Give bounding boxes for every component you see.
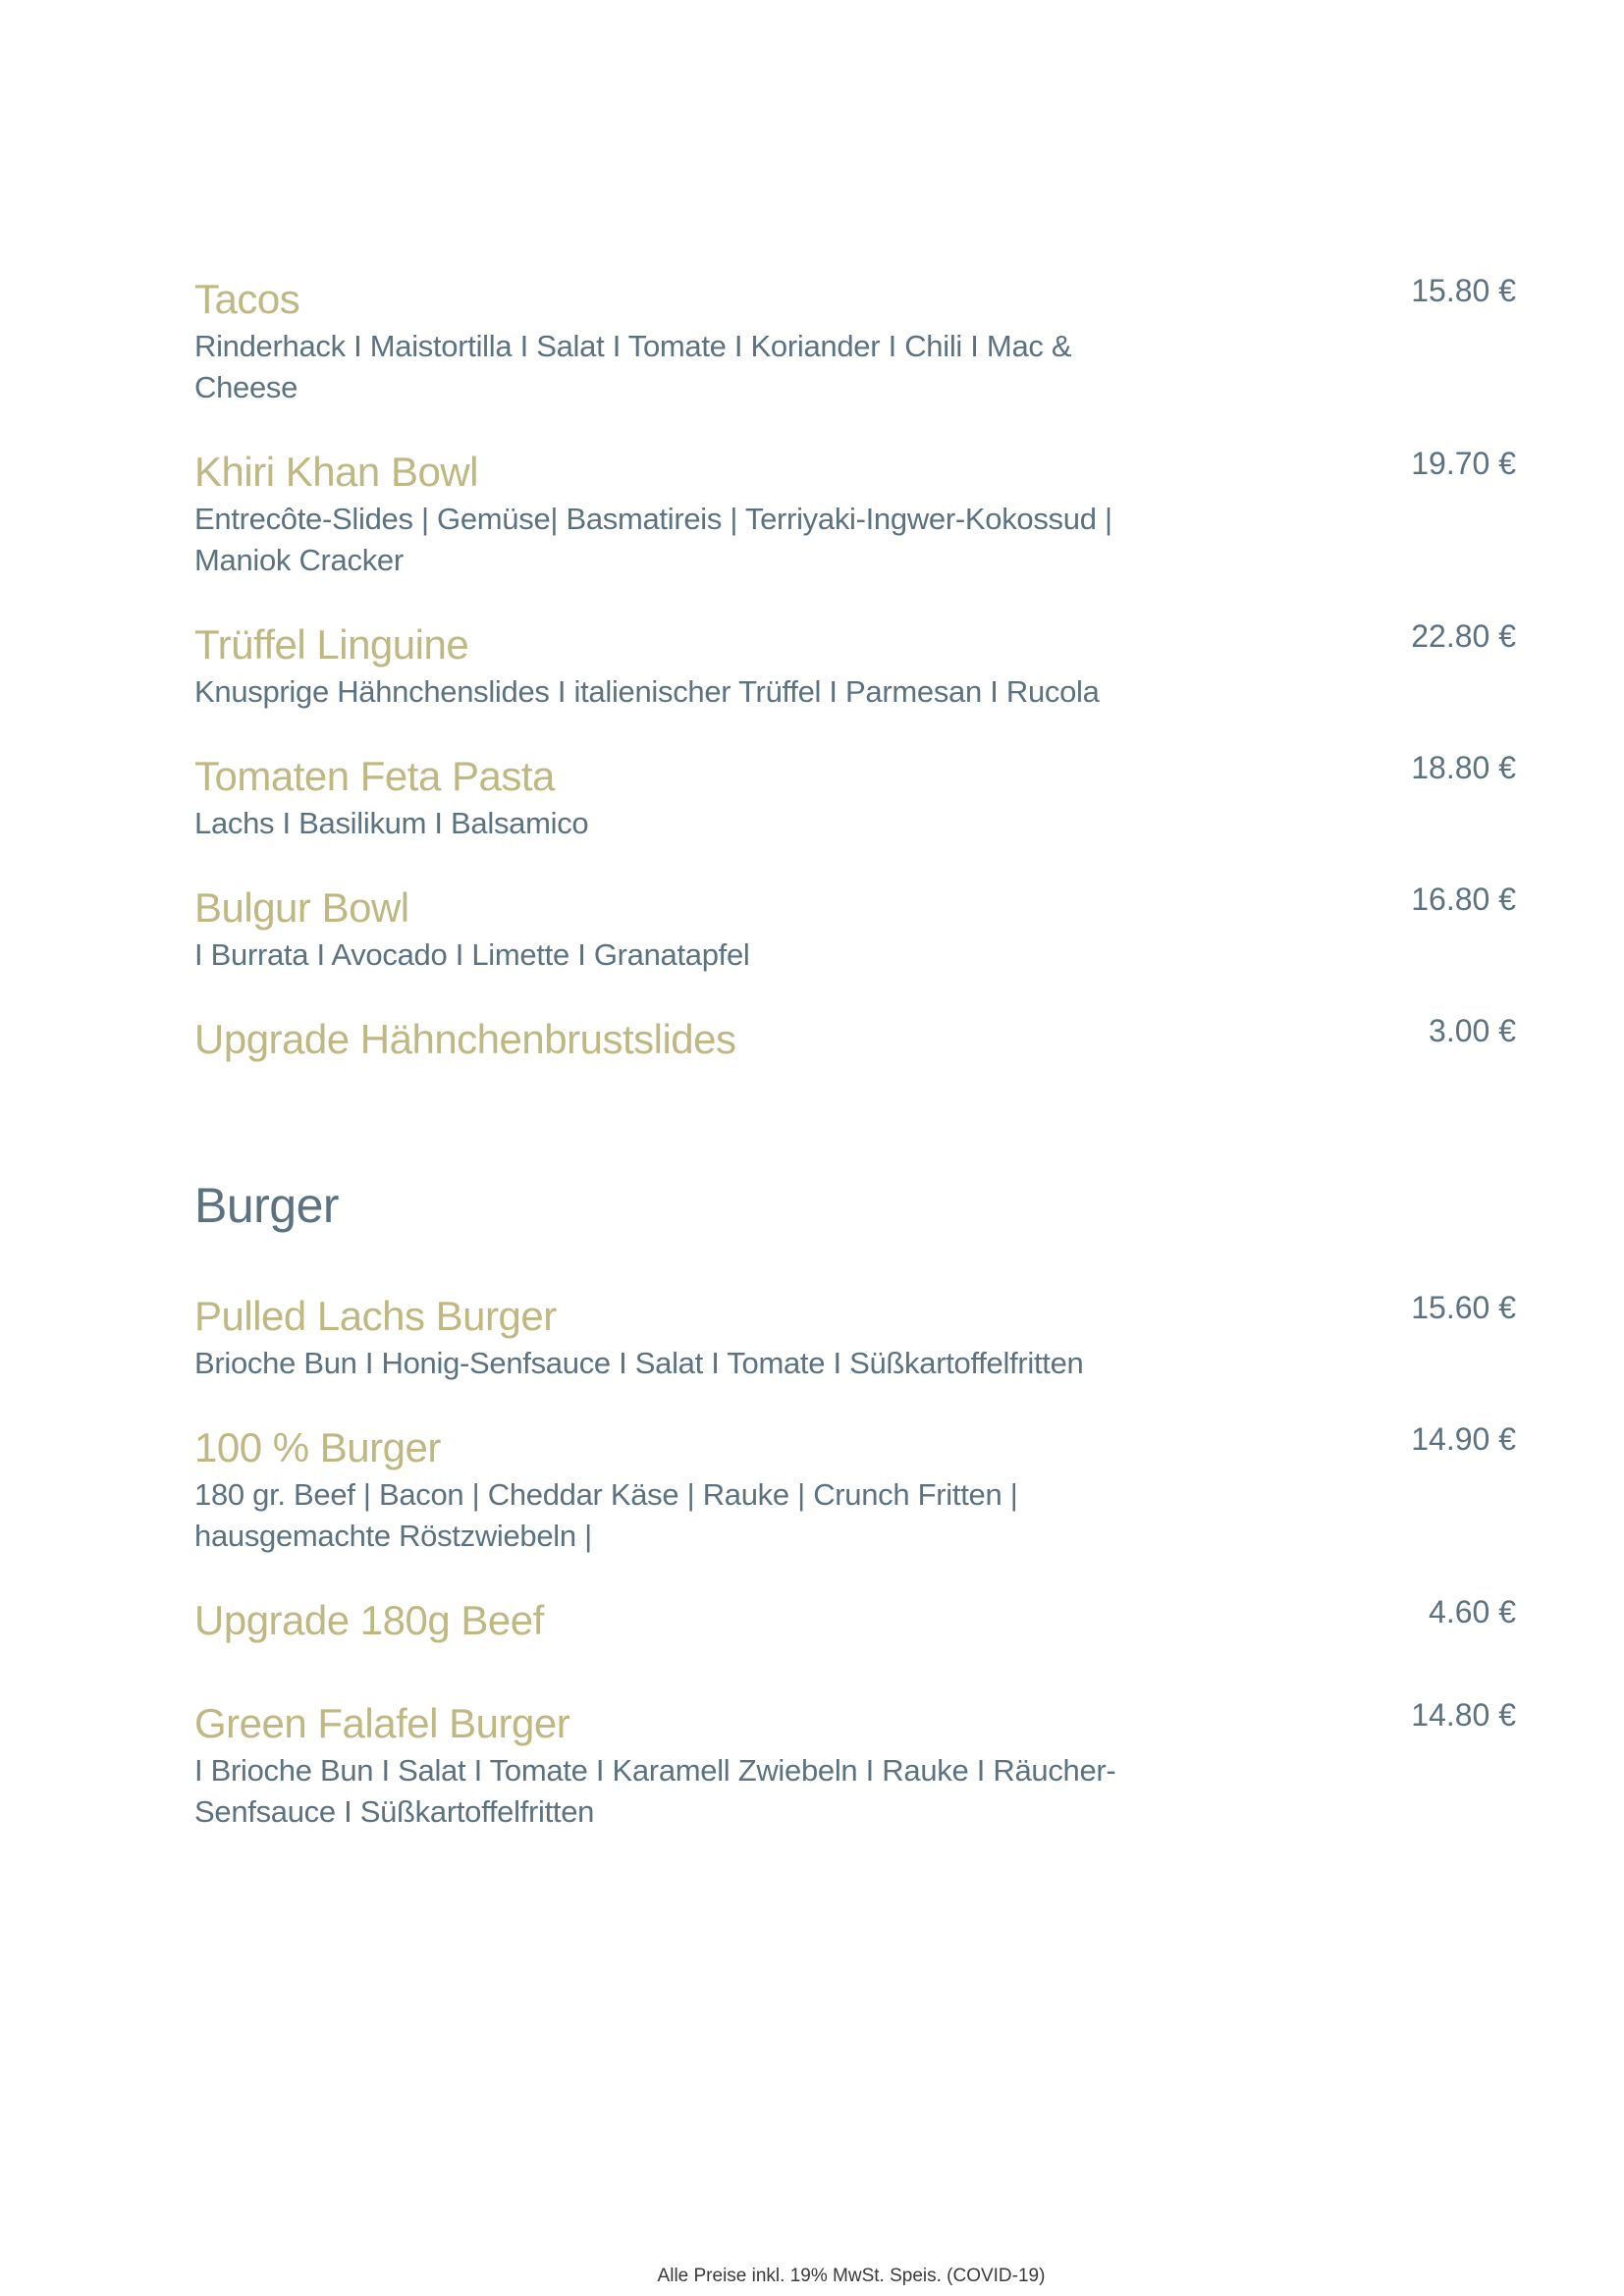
item-price: 3.00 €: [1429, 1013, 1516, 1048]
menu-item: [194, 620, 1516, 713]
price-footnote: Alle Preise inkl. 19% MwSt. Speis. (COVID-19): [657, 2266, 1046, 2286]
menu-item: [194, 275, 1516, 408]
menu-item: [194, 1699, 1516, 1833]
section-title: Burger: [194, 1178, 340, 1233]
item-name: Upgrade 180g Beef: [194, 1597, 544, 1643]
item-price: 16.80 €: [1411, 881, 1516, 917]
item-name: 100 % Burger: [194, 1424, 441, 1470]
menu-item: [194, 883, 1516, 976]
menu-item-upgrade: [194, 1596, 1516, 1645]
item-price: 4.60 €: [1429, 1594, 1516, 1629]
item-description: Lachs I Basilikum I Balsamico: [194, 806, 589, 840]
item-name: Upgrade Hähnchenbrustslides: [194, 1016, 736, 1062]
item-price: 14.90 €: [1411, 1421, 1516, 1457]
item-name: Bulgur Bowl: [194, 884, 409, 931]
menu-item: [194, 448, 1516, 581]
item-name: Trüffel Linguine: [194, 621, 469, 667]
item-description: Knusprige Hähnchenslides I italienischer Trüffel I Parmesan I Rucola: [194, 674, 1100, 709]
item-price: 14.80 €: [1411, 1697, 1516, 1733]
item-name: Pulled Lachs Burger: [194, 1293, 557, 1339]
item-price: 22.80 €: [1411, 618, 1516, 654]
item-description: I Brioche Bun I Salat I Tomate I Karamell Zwiebeln I Rauke I Räucher-Senfsauce I Süßkartoffelfritten: [194, 1753, 1116, 1829]
item-price: 18.80 €: [1411, 750, 1516, 785]
item-price: 19.70 €: [1411, 446, 1516, 481]
item-name: Khiri Khan Bowl: [194, 449, 478, 495]
menu-item-upgrade: [194, 1015, 1516, 1064]
item-description: I Burrata I Avocado I Limette I Granatapfel: [194, 937, 750, 972]
item-price: 15.60 €: [1411, 1290, 1516, 1325]
menu-item: [194, 1423, 1516, 1557]
menu-item: [194, 1292, 1516, 1384]
item-name: Green Falafel Burger: [194, 1700, 570, 1746]
item-description: Brioche Bun I Honig-Senfsauce I Salat I Tomate I Süßkartoffelfritten: [194, 1346, 1084, 1380]
item-description: Entrecôte-Slides | Gemüse| Basmatireis | Terriyaki-Ingwer-Kokossud | Maniok Cracker: [194, 502, 1112, 577]
item-name: Tomaten Feta Pasta: [194, 753, 555, 799]
menu-item: [194, 752, 1516, 844]
item-description: Rinderhack I Maistortilla I Salat I Tomate I Koriander I Chili I Mac & Cheese: [194, 329, 1072, 404]
item-description: 180 gr. Beef | Bacon | Cheddar Käse | Rauke | Crunch Fritten | hausgemachte Röstzwiebeln |: [194, 1477, 1018, 1553]
item-price: 15.80 €: [1411, 273, 1516, 308]
item-name: Tacos: [194, 276, 300, 322]
